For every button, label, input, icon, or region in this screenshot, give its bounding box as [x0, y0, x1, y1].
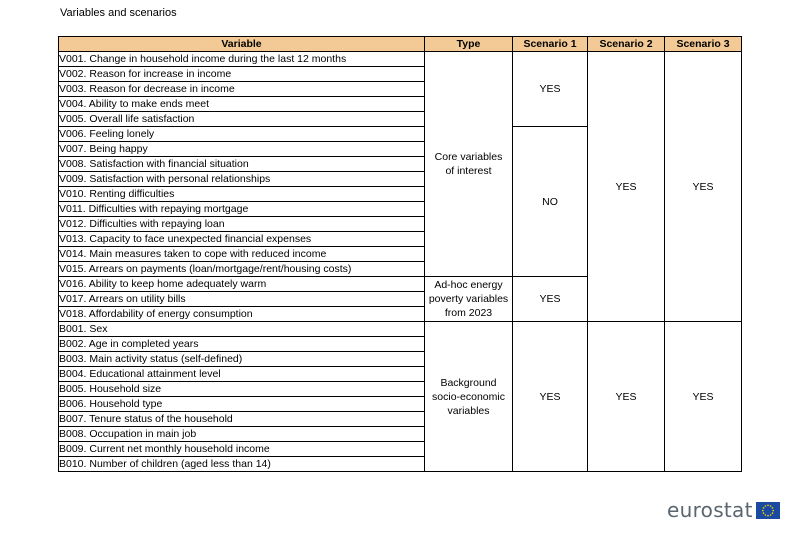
type-label-line: Ad-hoc energy	[434, 279, 503, 291]
variable-cell: B010. Number of children (aged less than 14)	[59, 457, 425, 472]
type-label-line: Core variables	[434, 151, 503, 163]
variable-cell: V007. Being happy	[59, 142, 425, 157]
type-label-line: socio-economic	[432, 390, 505, 403]
scenario2-cell: YES	[588, 322, 665, 472]
variable-cell: B006. Household type	[59, 397, 425, 412]
variable-cell: V005. Overall life satisfaction	[59, 112, 425, 127]
column-header-type: Type	[425, 37, 513, 52]
type-label-line: from 2023	[444, 307, 493, 319]
scenario1-cell: YES	[513, 52, 588, 127]
variable-cell: B003. Main activity status (self-defined)	[59, 352, 425, 367]
eu-flag-star	[762, 507, 764, 509]
eurostat-logo	[667, 497, 780, 523]
eu-flag-star	[770, 514, 772, 516]
eu-flag-star	[771, 512, 773, 514]
variable-cell: V010. Renting difficulties	[59, 187, 425, 202]
eu-flag-star	[767, 504, 769, 506]
eu-flag-star	[767, 514, 769, 516]
scenario3-cell: YES	[665, 52, 742, 322]
type-cell-background	[425, 322, 513, 472]
scenario1-cell: NO	[513, 127, 588, 277]
type-cell-adhoc	[425, 277, 513, 322]
eu-flag-star	[770, 505, 772, 507]
eu-flag-star	[772, 509, 774, 511]
scenario2-cell: YES	[588, 52, 665, 322]
type-label-line: Background	[440, 376, 497, 389]
eurostat-logo-text: eurostat	[667, 498, 753, 522]
variable-cell: V009. Satisfaction with personal relationships	[59, 172, 425, 187]
column-header-scenario-1: Scenario 1	[513, 37, 588, 52]
column-header-variable: Variable	[59, 37, 425, 52]
variable-cell: B008. Occupation in main job	[59, 427, 425, 442]
variable-cell: V017. Arrears on utility bills	[59, 292, 425, 307]
column-header-scenario-3: Scenario 3	[665, 37, 742, 52]
variable-cell: V014. Main measures taken to cope with reduced income	[59, 247, 425, 262]
variable-cell: B001. Sex	[59, 322, 425, 337]
scenario1-cell: YES	[513, 277, 588, 322]
variable-cell: V011. Difficulties with repaying mortgage	[59, 202, 425, 217]
type-label-line: poverty variables	[428, 293, 509, 305]
variable-cell: V006. Feeling lonely	[59, 127, 425, 142]
type-cell-core	[425, 52, 513, 277]
page-title: Variables and scenarios	[60, 7, 177, 19]
variable-cell: V001. Change in household income during the last 12 months	[59, 52, 425, 67]
variable-cell: V012. Difficulties with repaying loan	[59, 217, 425, 232]
variable-cell: B002. Age in completed years	[59, 337, 425, 352]
eu-flag-star	[762, 512, 764, 514]
variable-cell: B004. Educational attainment level	[59, 367, 425, 382]
eu-flag-star	[764, 505, 766, 507]
eu-flag-star	[762, 509, 764, 511]
variable-cell: B009. Current net monthly household income	[59, 442, 425, 457]
variable-cell: V013. Capacity to face unexpected financial expenses	[59, 232, 425, 247]
variable-cell: B007. Tenure status of the household	[59, 412, 425, 427]
variable-cell: B005. Household size	[59, 382, 425, 397]
eu-flag-star	[764, 514, 766, 516]
table-row	[59, 322, 742, 337]
table-header-row	[59, 37, 742, 52]
type-label-line: variables	[447, 404, 490, 417]
variable-cell: V016. Ability to keep home adequately warm	[59, 277, 425, 292]
variable-cell: V002. Reason for increase in income	[59, 67, 425, 82]
column-header-scenario-2: Scenario 2	[588, 37, 665, 52]
scenario3-cell: YES	[665, 322, 742, 472]
eu-flag-icon	[756, 502, 780, 519]
variable-cell: V018. Affordability of energy consumption	[59, 307, 425, 322]
table-row	[59, 52, 742, 67]
variable-cell: V015. Arrears on payments (loan/mortgage/rent/housing costs)	[59, 262, 425, 277]
scenario1-cell: YES	[513, 322, 588, 472]
variable-cell: V008. Satisfaction with financial situation	[59, 157, 425, 172]
type-label-line: of interest	[445, 165, 492, 177]
variables-table	[58, 36, 742, 472]
eu-flag-star	[771, 507, 773, 509]
variable-cell: V003. Reason for decrease in income	[59, 82, 425, 97]
variable-cell: V004. Ability to make ends meet	[59, 97, 425, 112]
